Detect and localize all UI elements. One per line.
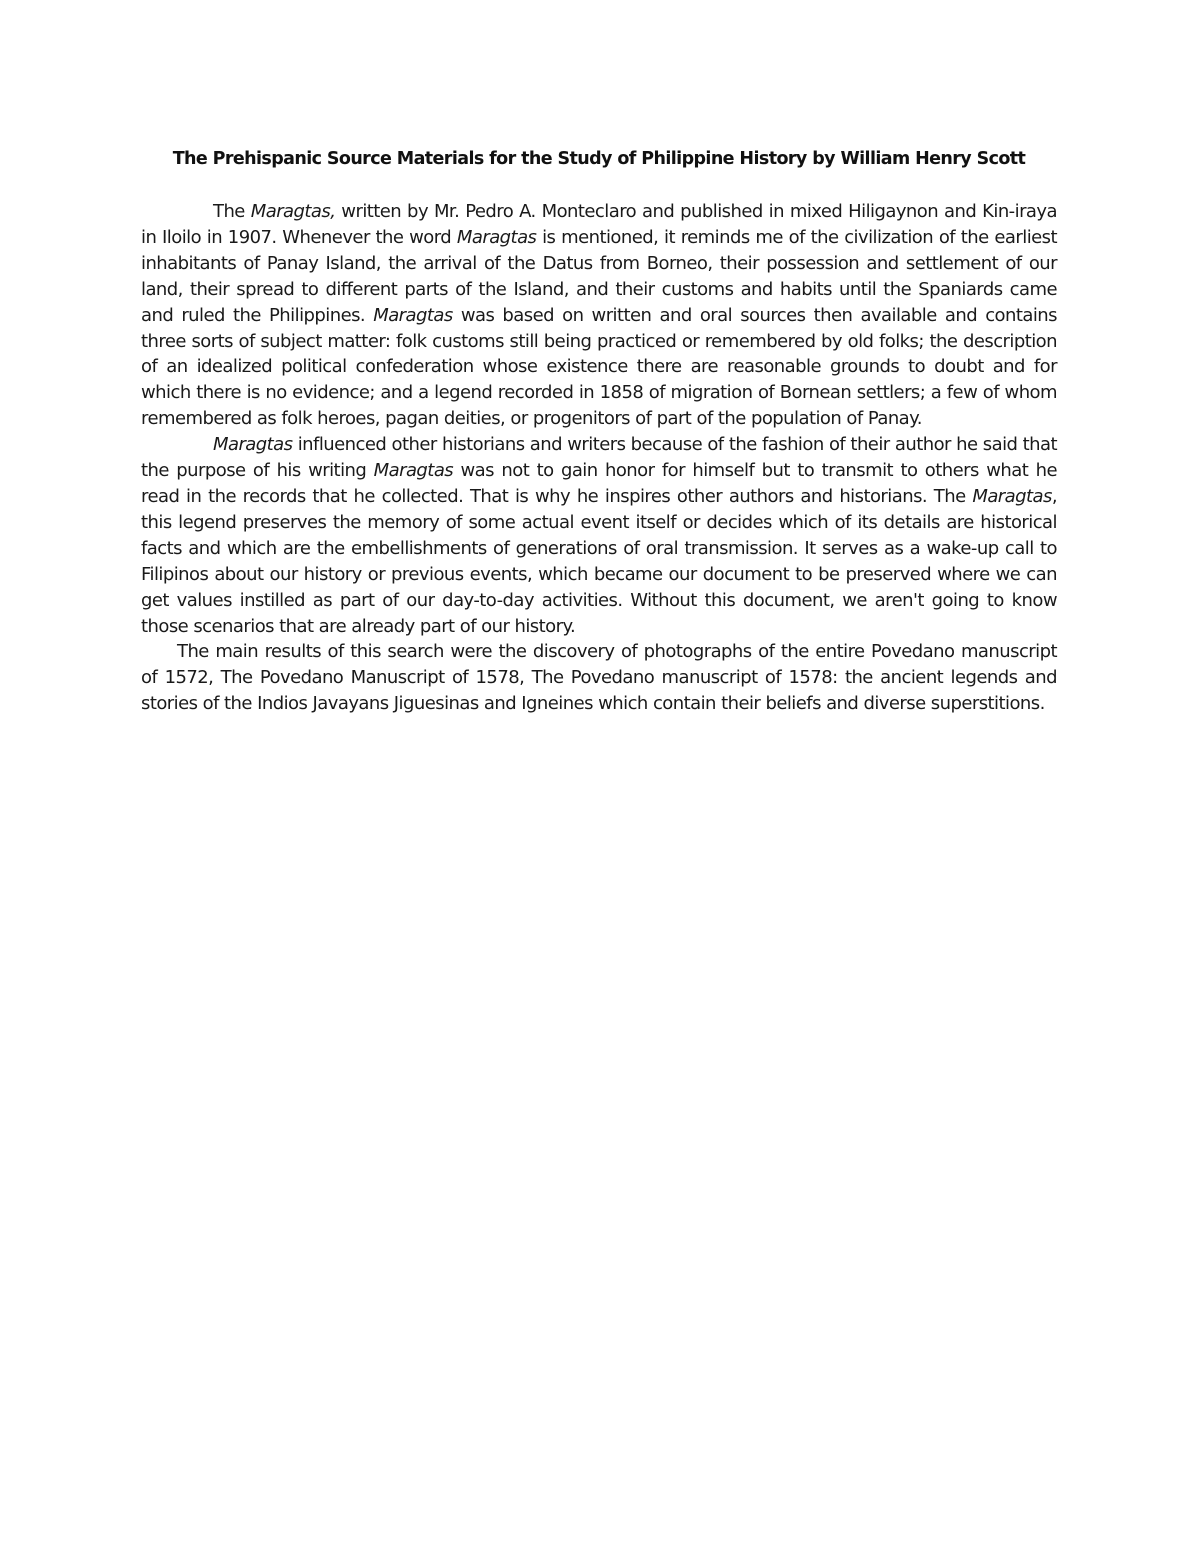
paragraph-text: The main results of this search were the discovery of photographs of the entire Povedano manuscript of 1572, The Povedano Manuscript of 1578, The Povedano manuscript of 1578: the ancient legends and stories of the Indios Javayans Jiguesinas and Igneines which contain their beliefs and diverse superstitions.	[141, 641, 1057, 715]
paragraph-2	[141, 432, 1057, 639]
document-body	[141, 141, 1057, 717]
italic-term-maragtas: Maragtas,	[250, 201, 336, 222]
italic-term-maragtas: Maragtas	[213, 434, 293, 456]
paragraph-text: is mentioned, it reminds me of the civilization of the earliest inhabitants of Panay Island, the arrival of the Datus from Borneo, their possession and settlement of our land, their spread to different parts of the Island, and their customs and habits until the Spaniards came and ruled the Philippines.	[141, 226, 1058, 326]
paragraph-text: was not to gain honor for himself but to transmit to others what he read in the records that he collected. That is why he inspires other authors and historians. The	[141, 460, 1057, 507]
italic-term-maragtas: Maragtas	[972, 485, 1052, 507]
paragraph-text: was based on written and oral sources then available and contains three sorts of subject matter: folk customs still being practiced or remembered by old folks; the description of an idealized political confederation whose existence there are reasonable grounds to doubt and for which there is no evidence; and a legend recorded in 1858 of migration of Bornean settlers; a few of whom remembered as folk heroes, pagan deities, or progenitors of part of the population of Panay.	[141, 304, 1057, 430]
paragraph-text: influenced other historians and writers because of the fashion of their author he said that the purpose of his writing	[141, 434, 1057, 482]
paragraph-text: written by Mr. Pedro A. Monteclaro and published in mixed Hiligaynon and Kin-iraya in Iloilo in 1907. Whenever the word	[141, 201, 1057, 248]
paragraph-text: , this legend preserves the memory of some actual event itself or decides which of its details are historical facts and which are the embellishments of generations of oral transmission. It serves as a wake-up call to Filipinos about our history or previous events, which became our document to be preserved where we can get values instilled as part of our day-to-day activities. Without this document, we aren't going to know those scenarios that are already part of our history.	[141, 485, 1057, 637]
italic-term-maragtas: Maragtas	[373, 304, 453, 326]
document-title: The Prehispanic Source Materials for the Study of Philippine History by William Henry Scott	[172, 149, 1026, 169]
paragraph-text: The	[213, 201, 251, 222]
paragraph-1	[141, 199, 1057, 432]
italic-term-maragtas: Maragtas	[373, 460, 454, 482]
paragraph-3	[141, 639, 1057, 717]
italic-term-maragtas: Maragtas	[456, 226, 537, 248]
